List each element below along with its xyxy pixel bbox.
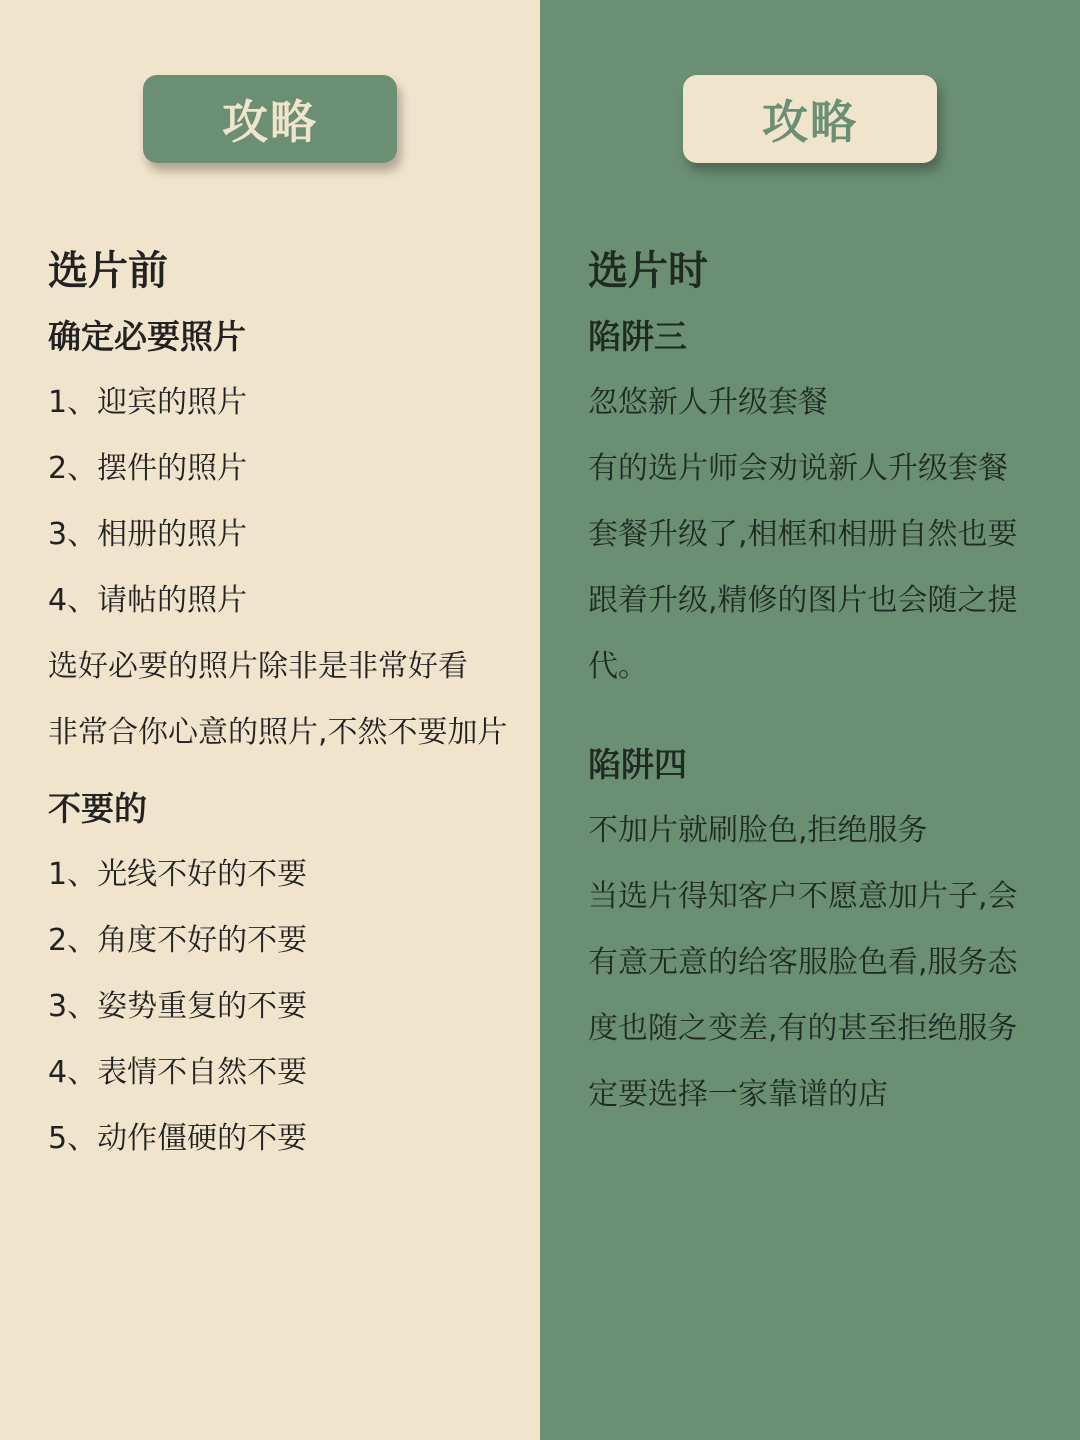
right-badge: 攻略	[683, 75, 937, 163]
left-block2-line: 3、姿势重复的不要	[48, 989, 308, 1024]
right-panel	[540, 0, 1080, 1440]
left-block2-line: 1、光线不好的不要	[48, 857, 308, 892]
left-content	[48, 238, 540, 1172]
left-block2-line: 5、动作僵硬的不要	[48, 1121, 308, 1156]
right-block2-title: 陷阱四	[588, 745, 687, 784]
left-block2-line: 2、角度不好的不要	[48, 923, 308, 958]
right-block1-line: 跟着升级,精修的图片也会随之提	[588, 583, 1018, 618]
right-block1-line: 忽悠新人升级套餐	[588, 385, 828, 420]
right-section-title: 选片时	[588, 248, 708, 294]
right-block2-line: 有意无意的给客服脸色看,服务态	[588, 945, 1018, 980]
left-block1-line: 1、迎宾的照片	[48, 385, 248, 420]
left-badge: 攻略	[143, 75, 397, 163]
left-block1-line: 3、相册的照片	[48, 517, 248, 552]
spacer	[588, 700, 1080, 732]
left-block1-line: 2、摆件的照片	[48, 451, 248, 486]
right-block1-title: 陷阱三	[588, 317, 687, 356]
left-block1-line: 选好必要的照片除非是非常好看	[48, 649, 468, 684]
right-block1-line: 代。	[588, 649, 648, 684]
left-block2-title: 不要的	[48, 789, 147, 828]
spacer	[48, 766, 540, 776]
right-block1-line: 有的选片师会劝说新人升级套餐	[588, 451, 1008, 486]
right-block2-line: 定要选择一家靠谱的店	[588, 1077, 888, 1112]
right-block2-line: 度也随之变差,有的甚至拒绝服务	[588, 1011, 1018, 1046]
right-block2-line: 不加片就刷脸色,拒绝服务	[588, 813, 928, 848]
right-content	[588, 238, 1080, 1128]
left-block1-line: 4、请帖的照片	[48, 583, 248, 618]
right-block1-line: 套餐升级了,相框和相册自然也要	[588, 517, 1018, 552]
left-block1-title: 确定必要照片	[48, 317, 246, 356]
left-block1-line: 非常合你心意的照片,不然不要加片	[48, 715, 508, 750]
left-block2-line: 4、表情不自然不要	[48, 1055, 308, 1090]
right-block2-line: 当选片得知客户不愿意加片子,会	[588, 879, 1018, 914]
left-section-title: 选片前	[48, 248, 168, 294]
